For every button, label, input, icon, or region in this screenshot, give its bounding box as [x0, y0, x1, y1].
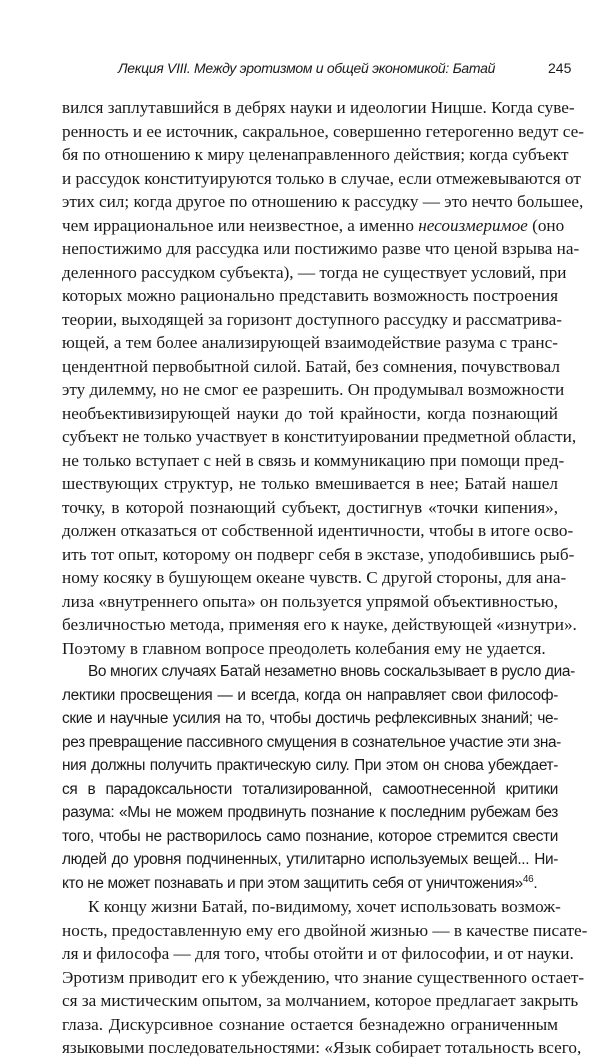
text-line: теории, выходящей за горизонт доступного рассудку и рассматрива-	[62, 309, 562, 329]
text-segment: кто не может познавать и при этом защитить себя от уничтожения»	[62, 874, 523, 892]
emphasis-word: несоизмеримое	[418, 215, 528, 235]
text-line: того, чтобы не растворилось само познание, которое стремится свести	[62, 827, 558, 845]
text-line: ность, предоставленную ему его двойной жизнью — в качестве писате-	[62, 920, 588, 940]
text-line: ские и научные усилия на то, чтобы достичь рефлексивных знаний; че-	[62, 710, 558, 727]
text-line: цендентной первобытной силой. Батай, без сомнения, почувствовал	[62, 356, 560, 376]
footnote-marker: 46	[522, 873, 534, 885]
text-line: ся за мистическим опытом, за молчанием, которое предлагает закрыть	[62, 991, 579, 1010]
text-line: субъект не только участвует в конституировании предметной области,	[62, 427, 577, 446]
text-line: Эротизм приводит его к убеждению, что знание существенного остает-	[62, 967, 585, 987]
text-segment: чем иррациональное или неизвестное, а именно	[62, 215, 414, 235]
text-line: эту дилемму, но не смог ее разрешить. Он продумывал возможности	[62, 380, 565, 399]
text-line: вился заплутавшийся в дебрях науки и идеологии Ницше. Когда суве-	[62, 98, 575, 117]
text-line: бя по отношению к миру целенаправленного действия; когда субъект	[62, 145, 569, 164]
text-line: глаза. Дискурсивное сознание остается безнадежно ограниченным	[62, 1014, 558, 1034]
text-line: и рассудок конституируются только в случае, если отмежевываются от	[62, 168, 581, 188]
text-line: необъективизирующей науки до той крайности, когда познающий	[62, 403, 558, 423]
text-line: ля и философа — для того, чтобы отойти и от философии, и от науки.	[62, 944, 574, 963]
text-line: безличностью метода, применяя его к науке, действующей «изнутри».	[62, 615, 577, 634]
text-line-with-footnote: кто не может познавать и при этом защитить себя от уничтожения»$^{46}$.	[62, 873, 538, 892]
body-text	[62, 96, 588, 1060]
text-line: деленного рассудком субъекта), — тогда не существует условий, при	[62, 262, 567, 282]
text-line: непостижимо для рассудка или постижимо разве что ценой взрыва на-	[62, 239, 580, 258]
text-line: лектики просвещения — и всегда, когда он направляет свои философ-	[62, 686, 558, 704]
text-line: Поэтому в главном вопросе преодолеть колебания ему не удается.	[62, 638, 546, 658]
text-line: Во многих случаях Батай незаметно вновь соскальзывает в русло диа-	[88, 663, 575, 680]
paragraph-1	[62, 96, 584, 660]
text-line: не только вступает с ней в связь и коммуникацию при помощи пред-	[62, 450, 565, 470]
text-line: рез превращение пассивного смущения в сознательное участие эти зна-	[62, 733, 561, 751]
header-title: Лекция VIII. Между эротизмом и общей экономикой: Батай	[118, 60, 496, 76]
text-line: лиза «внутреннего опыта» он пользуется упрямой объективностью,	[62, 591, 559, 611]
text-line: шествующих структур, не только вмешивается в нее; Батай нашел	[62, 474, 558, 493]
text-line: ному косяку в бушующем океане чувств. С другой стороны, для ана-	[62, 568, 567, 587]
text-line: которых можно рационально представить возможность построения	[62, 286, 558, 305]
text-line: ющей, а тем более анализирующей взаимодействие разума с транс-	[62, 333, 558, 352]
text-line: этих сил; когда другое по отношению к рассудку — это нечто большее,	[62, 192, 584, 211]
text-segment: (оно	[532, 215, 565, 235]
text-line: ния должны получить практическую силу. При этом он снова убеждает-	[62, 757, 558, 774]
text-line: языковыми последовательностями: «Язык собирает тотальность всего,	[62, 1038, 582, 1057]
text-line: ренность и ее источник, сакральное, совершенно гетерогенно ведут се-	[62, 121, 584, 141]
text-line: разума: «Мы не можем продвинуть познание к последним рубежам без	[62, 804, 558, 821]
text-line: ся в парадоксальности тотализированной, самоотнесенной критики	[62, 780, 558, 798]
text-line-with-emphasis	[62, 214, 565, 238]
paragraph-2	[62, 660, 575, 895]
text-line: точку, в которой познающий субъект, достигнув «точки кипения»,	[62, 497, 558, 517]
text-line: К концу жизни Батай, по-видимому, хочет использовать возмож-	[88, 897, 561, 916]
running-header	[0, 60, 600, 80]
text-line: людей до уровня подчиненных, утилитарно используемых вещей... Ни-	[62, 851, 558, 868]
paragraph-3	[62, 895, 588, 1060]
page-number: 245	[548, 60, 572, 76]
text-line: ить тот опыт, которому он подверг себя в экстазе, уподобившись рыб-	[62, 544, 575, 564]
text-line: должен отказаться от собственной идентичности, чтобы в итоге осво-	[62, 521, 574, 540]
